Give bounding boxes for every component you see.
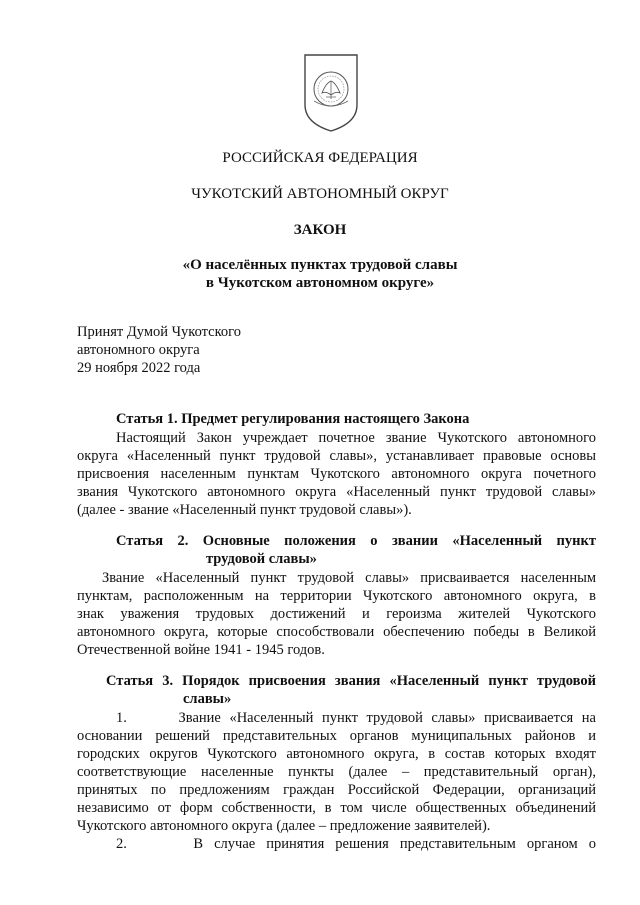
document-type: ЗАКОН [293,222,347,238]
adoption-line-1: Принят Думой Чукотского [77,324,242,340]
article-2-line: Звание «Населенный пункт трудовой славы» присваивается населенным [102,570,596,586]
article-3-line: Чукотского автономного округа (далее – предложение заявителей). [77,818,491,834]
article-3-line: 2. В случае принятия решения представительным органом о [116,836,596,852]
federation-heading: РОССИЙСКАЯ ФЕДЕРАЦИЯ [222,150,418,166]
okrug-heading: ЧУКОТСКИЙ АВТОНОМНЫЙ ОКРУГ [191,186,449,202]
article-3-line: 1. Звание «Населенный пункт трудовой славы» присваивается на [116,710,596,726]
article-2-heading: Статья 2. Основные положения о звании «Населенный пункт [116,533,596,549]
article-2-heading-cont: трудовой славы» [206,551,317,567]
article-1-line: (далее - звание «Населенный пункт трудовой славы»). [77,502,412,518]
adoption-date: 29 ноября 2022 года [77,360,201,376]
article-1-line: звания Чукотского автономного округа «Населенный пункт трудовой славы» [77,484,596,500]
article-2-line: автономного округа, которые способствовали обеспечению победы в Великой [77,624,596,640]
article-3-line: основании решений представительных органов муниципальных районов и [77,728,596,744]
article-1-line: округа «Населенный пункт трудовой славы», устанавливает правовые основы [77,448,596,464]
article-1-heading: Статья 1. Предмет регулирования настоящего Закона [116,411,470,427]
article-3-line: соответствующие населенные пункты (далее – представительный орган), [77,764,596,780]
article-2-line: знак уважения трудовых достижений и героизма жителей Чукотского [77,606,596,622]
article-1-line: Настоящий Закон учреждает почетное звание Чукотского автономного [116,430,596,446]
article-2-line: пунктам, расположенным на территории Чукотского автономного округа, в [77,588,596,604]
adoption-line-2: автономного округа [77,342,200,358]
article-3-heading: Статья 3. Порядок присвоения звания «Населенный пункт трудовой [106,673,596,689]
law-title-line-1: «О населённых пунктах трудовой славы [182,257,458,273]
article-2-line: Отечественной войне 1941 - 1945 годов. [77,642,325,658]
coat-of-arms-emblem [302,53,360,133]
law-title-line-2: в Чукотском автономном округе» [205,275,435,291]
article-3-line: городских округов Чукотского автономного округа, в состав которых входят [77,746,596,762]
article-3-line: принятых по предложениям граждан Российской Федерации, организаций [77,782,596,798]
article-3-line: независимо от форм собственности, в том числе общественных объединений [77,800,596,816]
article-1-line: присвоения населенным пунктам Чукотского автономного округа почетного [77,466,596,482]
article-3-heading-cont: славы» [183,691,232,707]
